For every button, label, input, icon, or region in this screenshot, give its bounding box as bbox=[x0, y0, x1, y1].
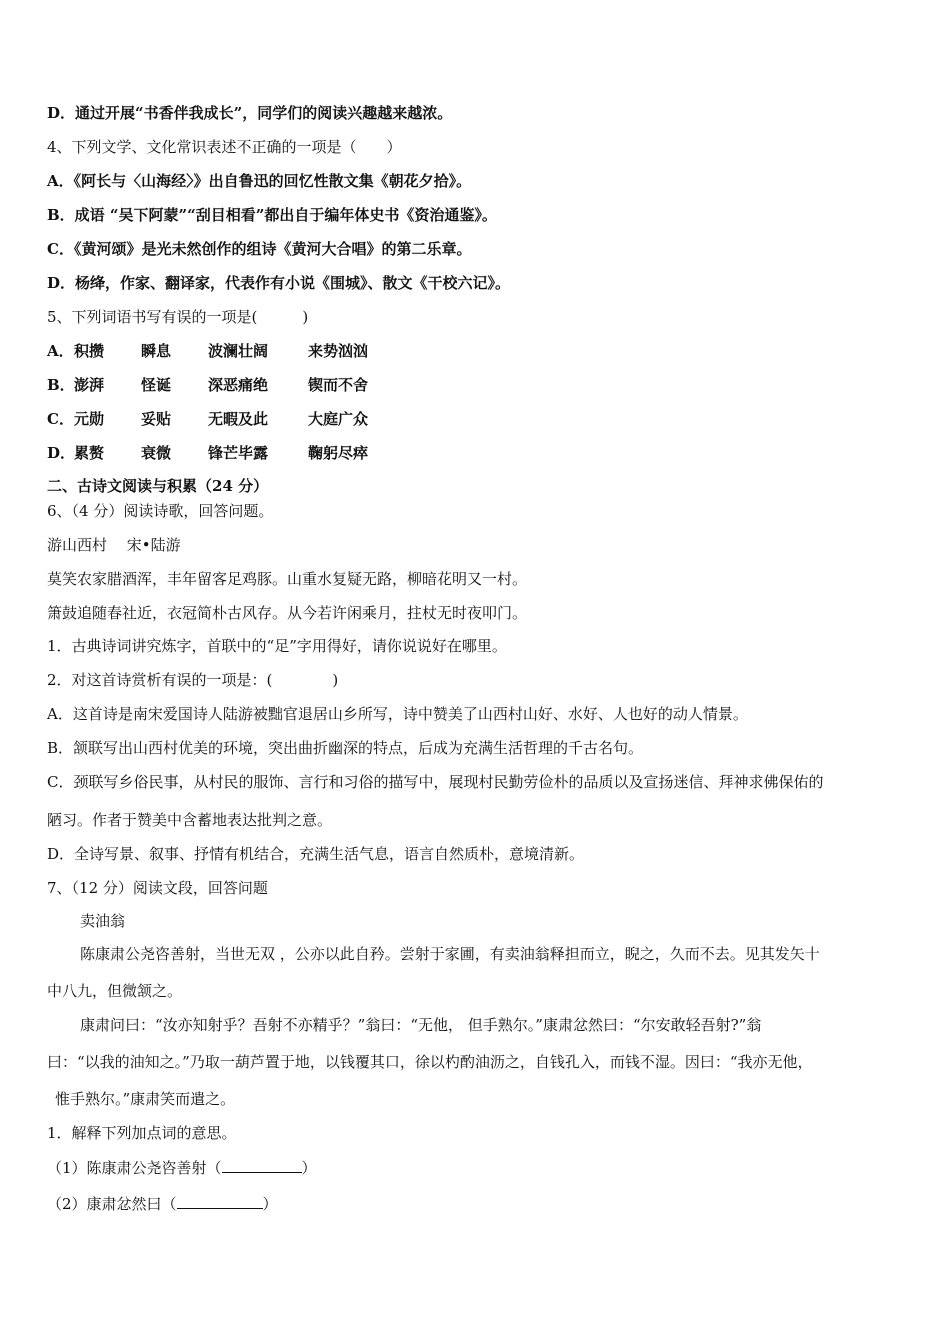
q5-option-d bbox=[47, 443, 368, 463]
word: 妥贴 bbox=[141, 410, 172, 428]
answer-blank-2[interactable] bbox=[177, 1193, 263, 1209]
passage-para2-line1: 康肃问曰：“汝亦知射乎？吾射不亦精乎？”翁曰：“无他， 但手熟尔。”康肃忿然曰：“尔安敢轻吾射?”翁 bbox=[80, 1016, 762, 1034]
word: 瞬息 bbox=[141, 342, 172, 360]
word: 积攒 bbox=[74, 342, 105, 360]
q7-sub1: 1．解释下列加点词的意思。 bbox=[47, 1124, 237, 1142]
word: 累赘 bbox=[74, 444, 105, 462]
option-label: D． bbox=[47, 444, 76, 462]
section-heading: 二、古诗文阅读与积累（24 分） bbox=[47, 477, 269, 495]
q4-option-c: C．《黄河颂》是光未然创作的组诗《黄河大合唱》的第二乐章。 bbox=[47, 240, 472, 258]
word: 波澜壮阔 bbox=[208, 342, 269, 360]
q4-stem: 4、下列文学、文化常识表述不正确的一项是（ ） bbox=[47, 138, 402, 156]
word: 怪诞 bbox=[141, 376, 172, 394]
q6-sub1: 1．古典诗词讲究炼字，首联中的“足”字用得好，请你说说好在哪里。 bbox=[47, 637, 507, 655]
q4-option-a: A．《阿长与〈山海经〉》出自鲁迅的回忆性散文集《朝花夕拾》。 bbox=[47, 172, 472, 190]
item2-suffix: ） bbox=[262, 1195, 278, 1213]
passage-para1-line1: 陈康肃公尧咨善射，当世无双 ，公亦以此自矜。尝射于家圃，有卖油翁释担而立，睨之，久而不去。见其发矢十 bbox=[80, 945, 820, 963]
q6-choice-d: D．全诗写景、叙事、抒情有机结合，充满生活气息，语言自然质朴，意境清新。 bbox=[47, 845, 585, 863]
poem-line: 箫鼓追随春社近，衣冠简朴古风存。从今若许闲乘月，拄杖无时夜叩门。 bbox=[47, 604, 528, 622]
poem-line: 莫笑农家腊酒浑，丰年留客足鸡豚。山重水复疑无路，柳暗花明又一村。 bbox=[47, 570, 528, 588]
option-label: C． bbox=[47, 410, 74, 428]
word: 来势汹汹 bbox=[308, 342, 369, 360]
item2-prefix: （2）康肃忿然曰（ bbox=[47, 1195, 177, 1213]
q5-stem: 5、下列词语书写有误的一项是( ) bbox=[47, 308, 309, 326]
q6-choice-c-line1: C．颈联写乡俗民事，从村民的服饰、言行和习俗的描写中，展现村民勤劳俭朴的品质以及宣扬迷信、拜神求佛保佑的 bbox=[47, 773, 824, 791]
q7-item2 bbox=[47, 1193, 278, 1214]
q5-option-b bbox=[47, 375, 368, 395]
item1-suffix: ） bbox=[301, 1159, 317, 1177]
passage-para2-line2: 曰：“以我的油知之。”乃取一葫芦置于地，以钱覆其口，徐以杓酌油沥之，自钱孔入，而钱不湿。因曰：“我亦无他， bbox=[47, 1053, 813, 1071]
q4-option-d: D．杨绛，作家、翻译家，代表作有小说《围城》、散文《干校六记》。 bbox=[47, 274, 511, 292]
word: 无暇及此 bbox=[208, 410, 269, 428]
answer-blank-1[interactable] bbox=[222, 1157, 302, 1173]
passage-para1-line2: 中八九，但微颔之。 bbox=[47, 982, 183, 1000]
word: 澎湃 bbox=[74, 376, 105, 394]
q6-choice-a: A．这首诗是南宋爱国诗人陆游被黜官退居山乡所写，诗中赞美了山西村山好、水好、人也好的动人情景。 bbox=[47, 705, 748, 723]
q3-option-d: D．通过开展“书香伴我成长”，同学们的阅读兴趣越来越浓。 bbox=[47, 104, 453, 122]
q4-option-b: B．成语 “吴下阿蒙”“刮目相看”都出自于编年体史书《资治通鉴》。 bbox=[47, 206, 497, 224]
q6-choice-b: B．颔联写出山西村优美的环境，突出曲折幽深的特点，后成为充满生活哲理的千古名句。 bbox=[47, 739, 644, 757]
word: 衰微 bbox=[141, 444, 172, 462]
passage-title: 卖油翁 bbox=[80, 912, 126, 930]
passage-para2-line3: 惟手熟尔。”康肃笑而遣之。 bbox=[55, 1090, 236, 1108]
q5-option-c bbox=[47, 409, 368, 429]
option-label: B． bbox=[47, 376, 75, 394]
q7-item1 bbox=[47, 1157, 317, 1178]
q6-stem: 6、（4 分）阅读诗歌，回答问题。 bbox=[47, 502, 274, 520]
item1-prefix: （1）陈康肃公尧咨善射（ bbox=[47, 1159, 222, 1177]
word: 锲而不舍 bbox=[308, 376, 369, 394]
word: 锋芒毕露 bbox=[208, 444, 269, 462]
q6-choice-c-line2: 陋习。作者于赞美中含蓄地表达批判之意。 bbox=[47, 811, 333, 829]
option-label: A． bbox=[47, 342, 74, 360]
word: 深恶痛绝 bbox=[208, 376, 269, 394]
poem-title: 游山西村 宋•陆游 bbox=[47, 536, 181, 554]
q5-option-a bbox=[47, 341, 368, 361]
word: 鞠躬尽瘁 bbox=[308, 444, 369, 462]
word: 大庭广众 bbox=[308, 410, 369, 428]
q7-stem: 7、（12 分）阅读文段，回答问题 bbox=[47, 879, 268, 897]
word: 元勋 bbox=[74, 410, 105, 428]
q6-sub2: 2．对这首诗赏析有误的一项是：( ) bbox=[47, 671, 339, 689]
